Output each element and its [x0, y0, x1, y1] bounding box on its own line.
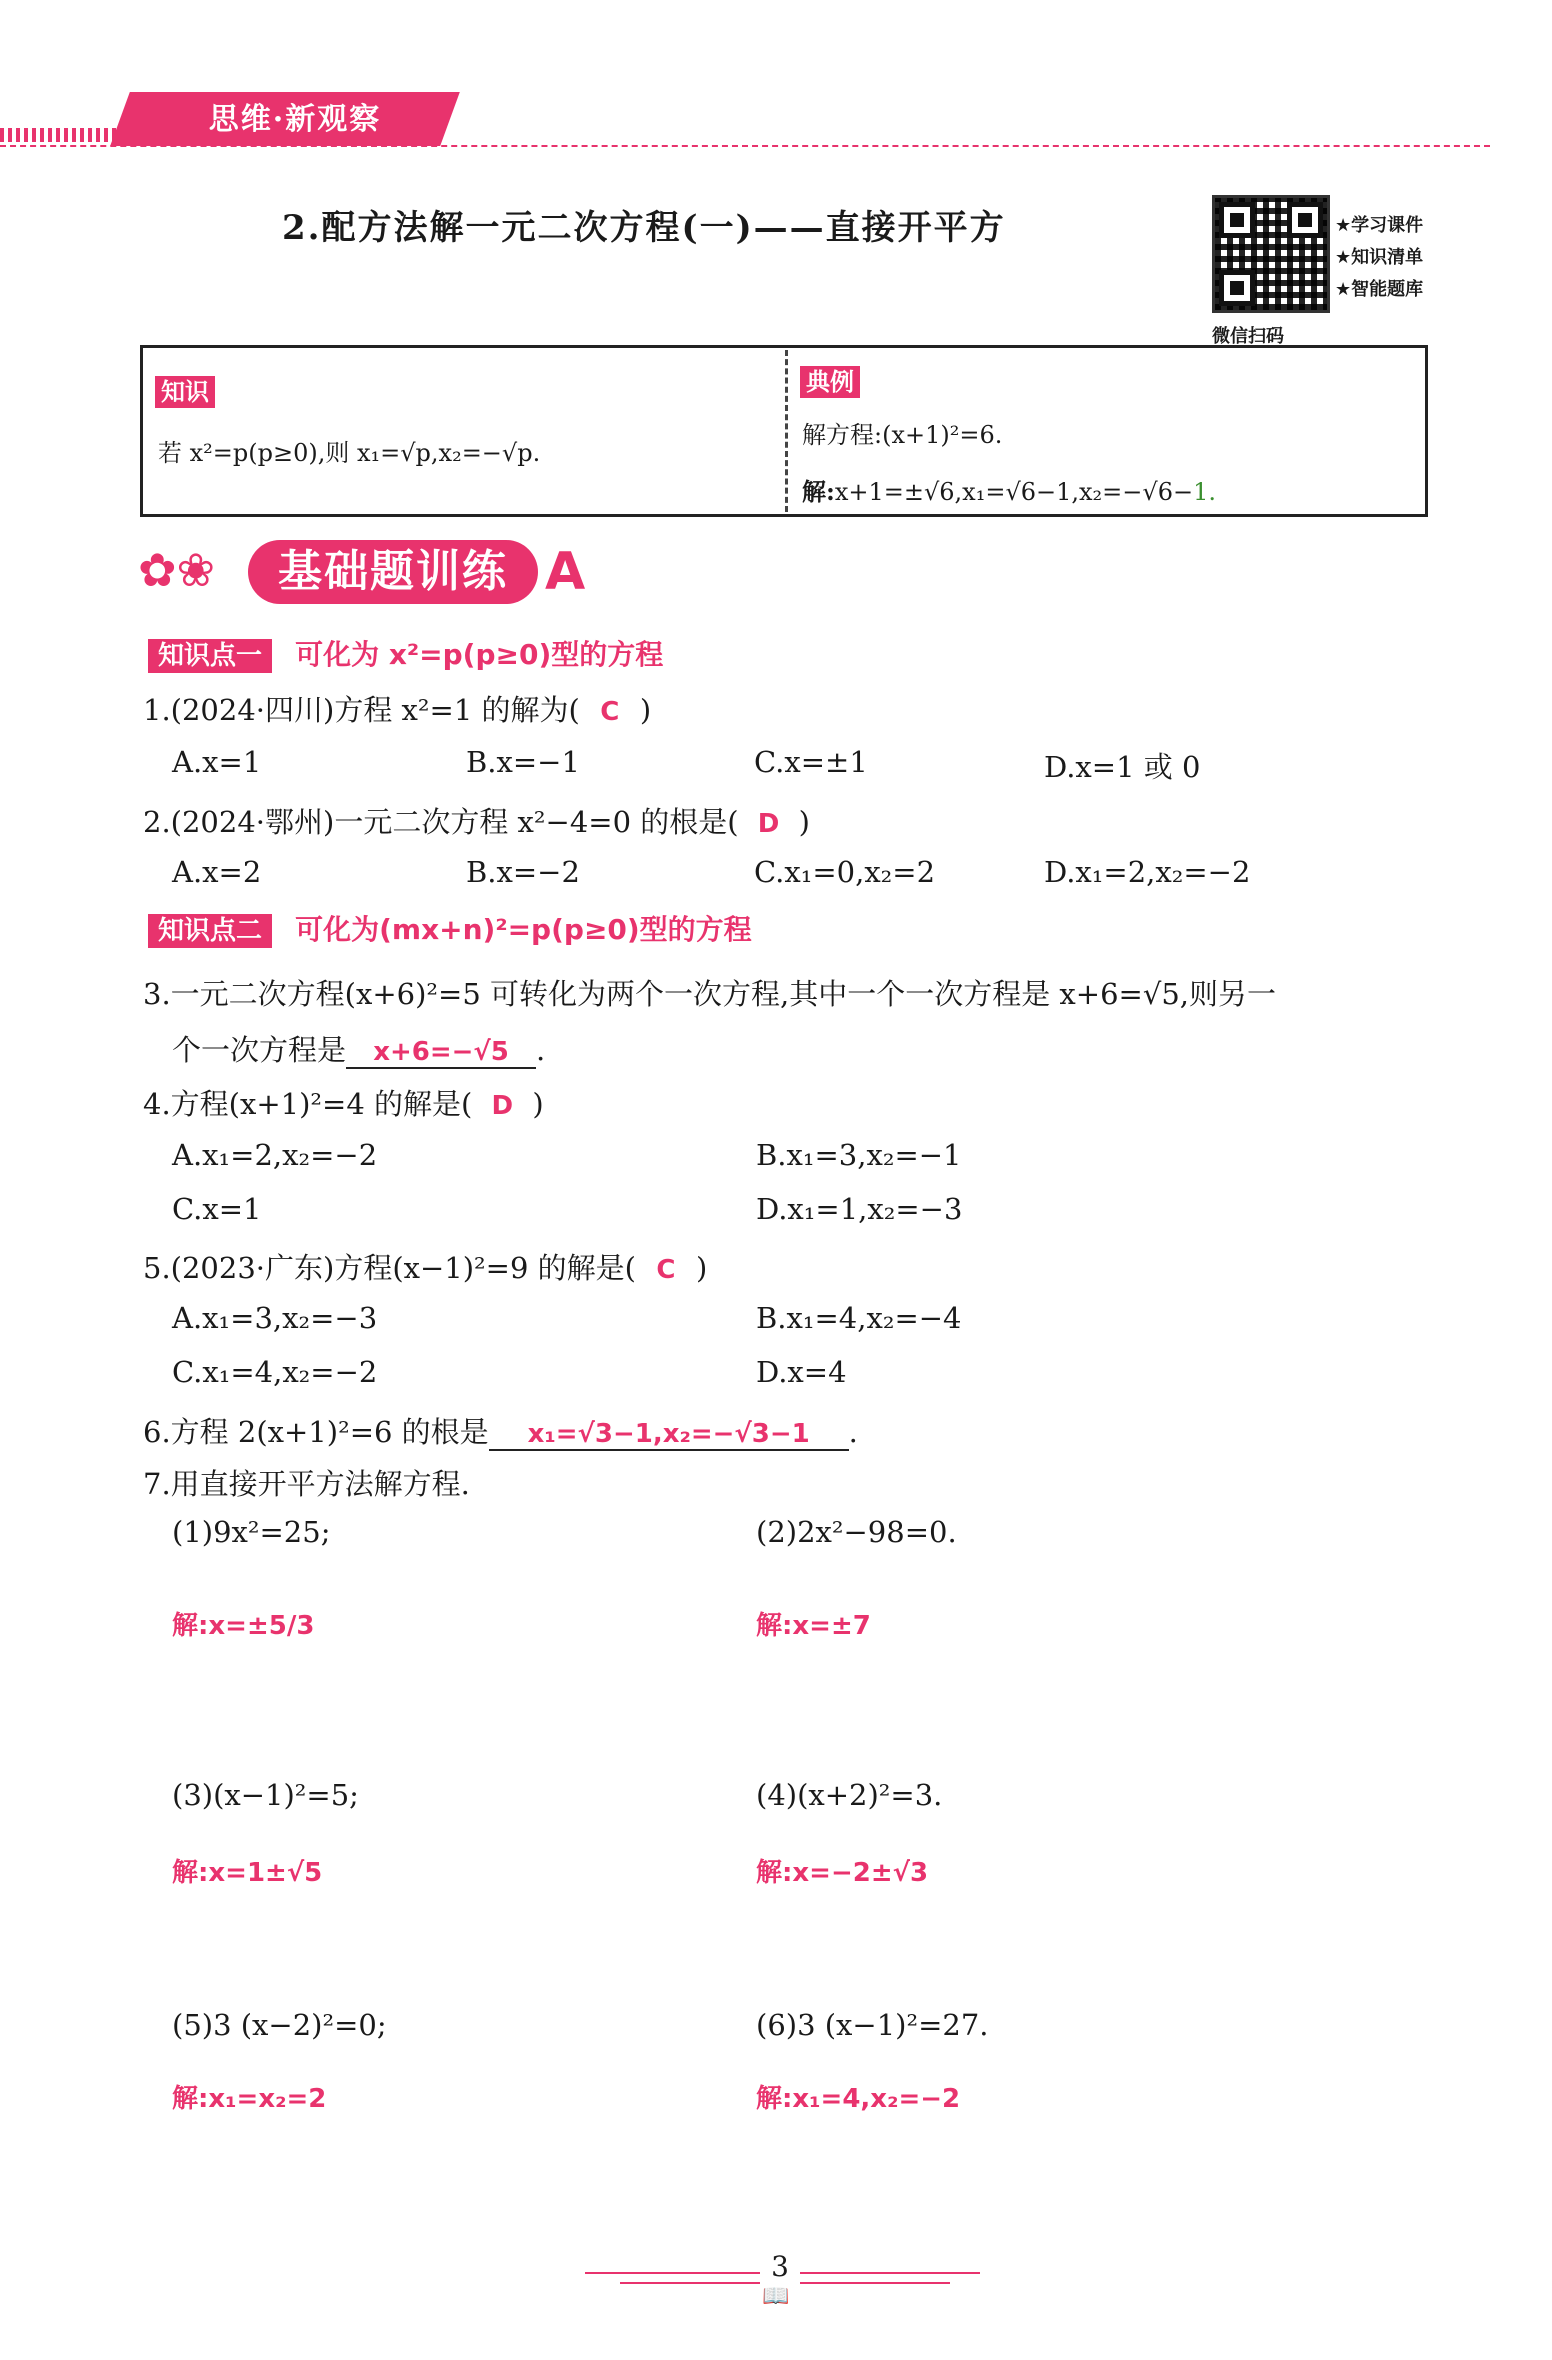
q5-stem: 5.(2023·广东)方程(x−1)²=9 的解是( — [143, 1251, 636, 1285]
q7-part-2: (2)2x²−98=0. — [756, 1515, 957, 1549]
q7-part-6: (6)3 (x−1)²=27. — [756, 2008, 989, 2042]
section-level: A — [545, 542, 586, 602]
q6-answer: x₁=√3−1,x₂=−√3−1 — [489, 1419, 849, 1451]
q7-solution-4: 解:x=−2±√3 — [756, 1858, 929, 1888]
qr-code-icon[interactable] — [1212, 195, 1330, 313]
q7-solution-5: 解:x₁=x₂=2 — [172, 2084, 327, 2114]
example-tag: 典例 — [800, 366, 860, 398]
q1-stem: 1.(2024·四川)方程 x²=1 的解为( — [143, 693, 580, 727]
q7-part-1: (1)9x²=25; — [172, 1515, 331, 1549]
knowledge-text: 若 x²=p(p≥0),则 x₁=√p,x₂=−√p. — [158, 439, 541, 467]
flower-icon: ✿❀ — [138, 543, 216, 597]
q4-close: ) — [532, 1087, 544, 1121]
page-title: 2.配方法解一元二次方程(一)——直接开平方 — [282, 208, 1006, 248]
kp2-text: 可化为(mx+n)²=p(p≥0)型的方程 — [295, 913, 752, 946]
footer-line-right — [800, 2272, 980, 2274]
footer-line-left — [585, 2272, 760, 2274]
qr-feature-list — [1335, 210, 1423, 306]
q2-answer: D — [757, 809, 780, 839]
kp1-text: 可化为 x²=p(p≥0)型的方程 — [295, 638, 664, 671]
q2-option-a: A.x=2 — [172, 855, 262, 889]
example-solution — [802, 472, 1216, 507]
q5-option-c: C.x₁=4,x₂=−2 — [172, 1355, 378, 1389]
q7-solution-1: 解:x=±5/3 — [172, 1611, 315, 1641]
question-5 — [143, 1246, 707, 1287]
q3-suffix: . — [536, 1033, 546, 1067]
question-6 — [143, 1410, 858, 1451]
footer-line-left-2 — [620, 2282, 760, 2284]
q4-stem: 4.方程(x+1)²=4 的解是( — [143, 1087, 473, 1121]
knowledge-tag: 知识 — [155, 376, 215, 408]
q4-option-a: A.x₁=2,x₂=−2 — [172, 1138, 378, 1172]
q6-suffix: . — [848, 1415, 858, 1449]
q7-stem: 7.用直接开平方法解方程. — [143, 1467, 470, 1501]
q3-line1: 3.一元二次方程(x+6)²=5 可转化为两个一次方程,其中一个一次方程是 x+6=√5,则另一 — [143, 977, 1276, 1011]
question-1 — [143, 688, 651, 729]
q7-solution-6: 解:x₁=4,x₂=−2 — [756, 2084, 961, 2114]
q5-option-b: B.x₁=4,x₂=−4 — [756, 1301, 962, 1335]
qr-item: ★智能题库 — [1335, 279, 1424, 300]
question-3 — [172, 1028, 545, 1069]
q2-option-d: D.x₁=2,x₂=−2 — [1044, 855, 1251, 889]
example-solution-prefix: 解: — [802, 477, 835, 506]
q1-answer: C — [600, 697, 620, 727]
example-problem: 解方程:(x+1)²=6. — [802, 421, 1003, 449]
q7-part-5: (5)3 (x−2)²=0; — [172, 2008, 387, 2042]
q2-close: ) — [798, 805, 810, 839]
q7-part-4: (4)(x+2)²=3. — [756, 1778, 943, 1812]
example-solution-tail: 1. — [1193, 478, 1216, 506]
q7-solution-3: 解:x=1±√5 — [172, 1858, 323, 1888]
kp2-tag: 知识点二 — [148, 914, 272, 948]
q7-solution-2: 解:x=±7 — [756, 1611, 871, 1641]
q3-prefix: 个一次方程是 — [172, 1033, 347, 1067]
question-4 — [143, 1082, 544, 1123]
kp1-tag: 知识点一 — [148, 639, 272, 673]
qr-item: ★知识清单 — [1335, 247, 1424, 268]
qr-item: ★学习课件 — [1335, 215, 1424, 236]
q1-option-b: B.x=−1 — [466, 745, 580, 779]
q1-option-c: C.x=±1 — [754, 745, 868, 779]
q4-option-b: B.x₁=3,x₂=−1 — [756, 1138, 962, 1172]
page-number: 3 — [771, 2250, 789, 2283]
section-title: 基础题训练 — [248, 540, 538, 604]
knowledge-point-1 — [148, 633, 663, 673]
q1-option-a: A.x=1 — [172, 745, 262, 779]
q1-close: ) — [639, 693, 652, 727]
q2-option-c: C.x₁=0,x₂=2 — [754, 855, 936, 889]
q4-answer: D — [491, 1091, 514, 1121]
q2-option-b: B.x=−2 — [466, 855, 580, 889]
q5-answer: C — [656, 1255, 676, 1285]
knowledge-divider — [785, 350, 788, 512]
q3-answer: x+6=−√5 — [346, 1037, 536, 1069]
knowledge-box — [140, 345, 1428, 517]
question-2 — [143, 800, 810, 841]
book-icon: 📖 — [762, 2284, 790, 2309]
example-solution-body: x+1=±√6,x₁=√6−1,x₂=−√6− — [834, 478, 1194, 506]
q1-option-d: D.x=1 或 0 — [1044, 750, 1201, 784]
q5-option-d: D.x=4 — [756, 1355, 847, 1389]
knowledge-point-2 — [148, 908, 752, 948]
q5-close: ) — [695, 1251, 708, 1285]
q6-prefix: 6.方程 2(x+1)²=6 的根是 — [143, 1415, 489, 1449]
footer-line-right-2 — [800, 2282, 950, 2284]
header-tag: 思维·新观察 — [208, 102, 382, 137]
q2-stem: 2.(2024·鄂州)一元二次方程 x²−4=0 的根是( — [143, 805, 739, 839]
q5-option-a: A.x₁=3,x₂=−3 — [172, 1301, 378, 1335]
q4-option-c: C.x=1 — [172, 1192, 262, 1226]
q7-part-3: (3)(x−1)²=5; — [172, 1778, 359, 1812]
qr-caption: 微信扫码 — [1212, 326, 1284, 347]
q4-option-d: D.x₁=1,x₂=−3 — [756, 1192, 963, 1226]
